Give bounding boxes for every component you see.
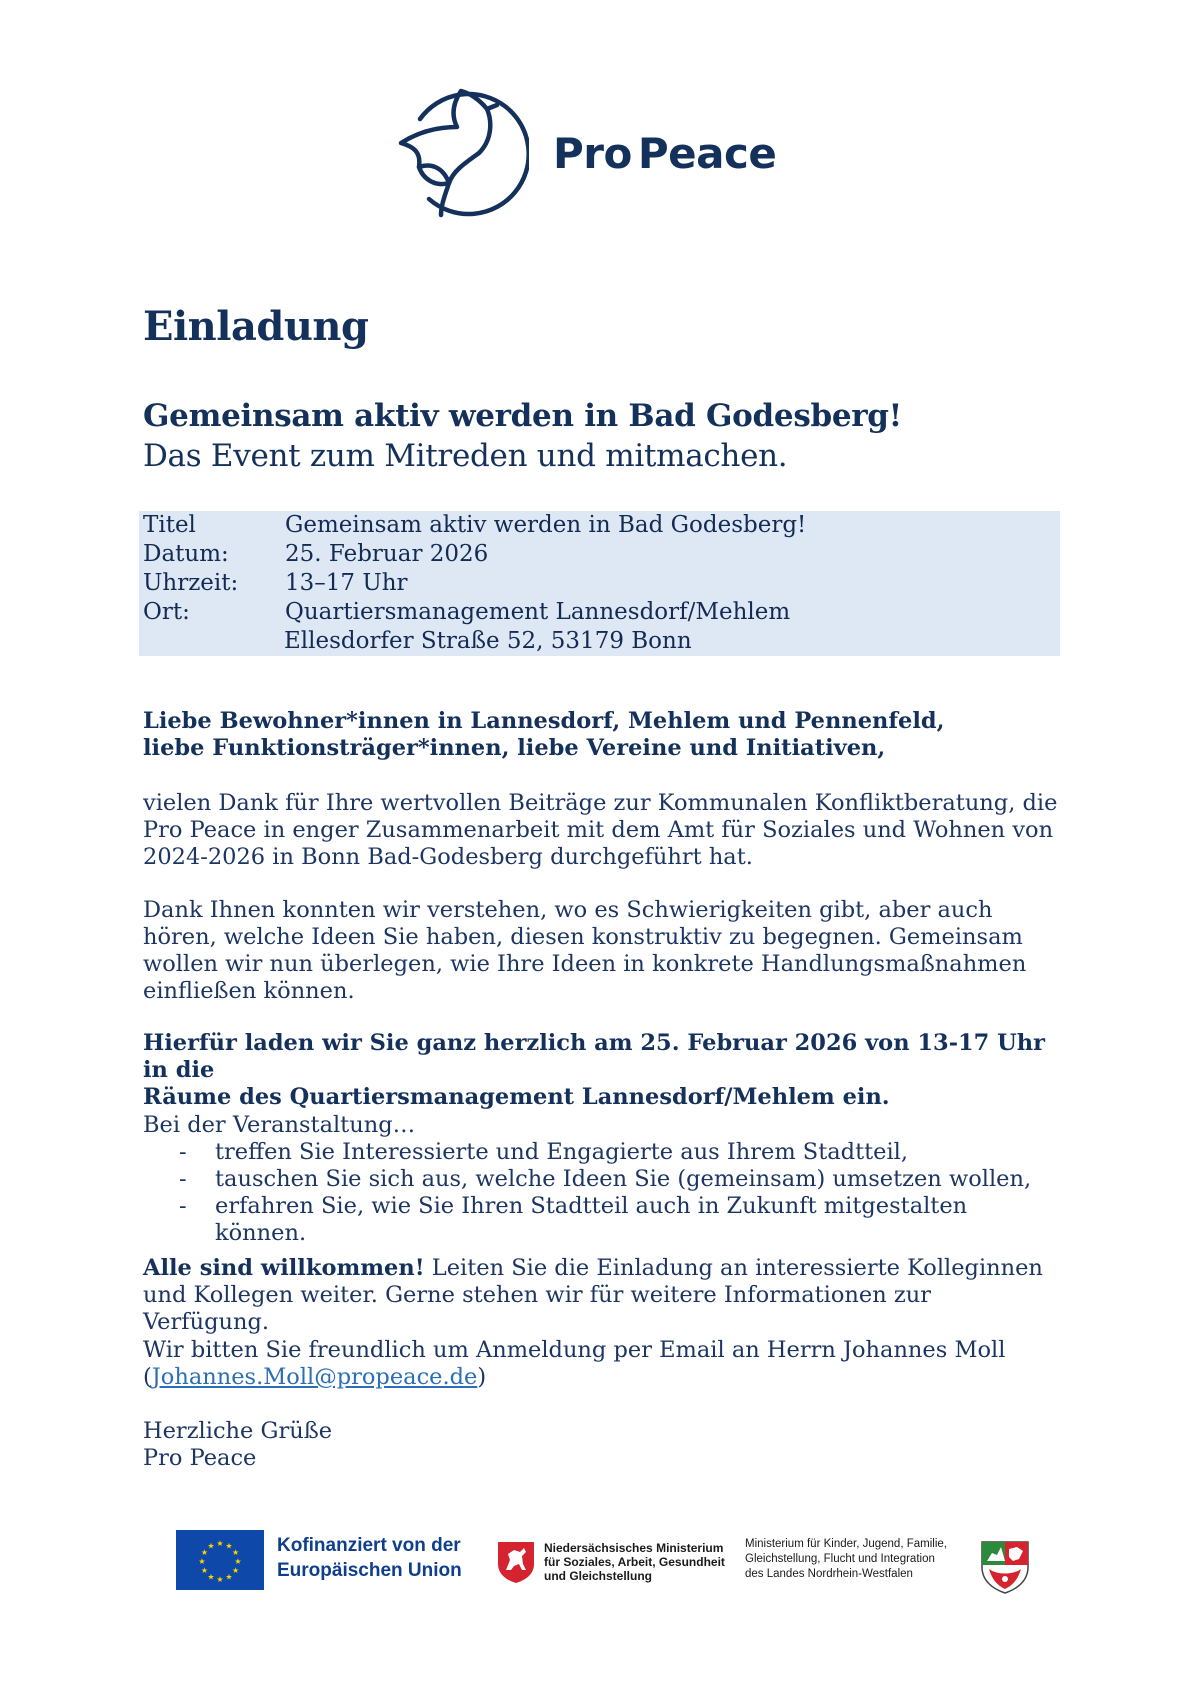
svg-text:★: ★ [225,1572,233,1582]
nrw-crest-icon [979,1539,1031,1595]
info-value: 25. Februar 2026 [285,541,489,567]
ministry-label-line: Ministerium für Kinder, Jugend, Familie, [745,1538,947,1550]
text-line: Wir bitten Sie freundlich um Anmeldung per Email an Herrn Johannes Moll [143,1337,1006,1363]
svg-text:★: ★ [216,1539,224,1548]
event-subline: Das Event zum Mitreden und mitmachen. [143,438,788,474]
eu-stars-icon [176,1530,264,1590]
ministry-label-line: und Gleichstellung [544,1569,653,1583]
greeting-line: Liebe Bewohner*innen in Lannesdorf, Mehlem und Pennenfeld, [143,708,945,734]
text-line: 2024-2026 in Bonn Bad-Godesberg durchgeführt hat. [143,844,753,870]
info-value: 13–17 Uhr [285,570,408,596]
bullet-dash: - [179,1193,187,1219]
list-item [143,1166,1063,1193]
closing [143,1418,1063,1472]
text-line [143,1255,1063,1282]
svg-text:★: ★ [225,1541,233,1551]
svg-text:★: ★ [200,1566,208,1575]
funding-footer [0,1530,1190,1600]
svg-text:★: ★ [234,1557,242,1566]
pro-peace-logo [393,83,776,223]
list-item [143,1193,1063,1247]
svg-text:★: ★ [207,1572,215,1582]
greeting-line: liebe Funktionsträger*innen, liebe Vereine und Initiativen, [143,735,886,761]
text-line: einfließen können. [143,978,355,1004]
text-line [143,1364,1063,1391]
svg-text:★: ★ [207,1541,215,1551]
eu-label-line: Europäischen Union [277,1560,462,1581]
paragraph-understanding [143,897,1063,1005]
paragraph-thanks [143,790,1063,871]
brand-name-part1: Pro [553,128,632,178]
email-link[interactable]: Johannes.Moll@propeace.de [151,1364,478,1390]
event-headline: Gemeinsam aktiv werden in Bad Godesberg! [143,398,902,434]
bullet-list [143,1139,1063,1247]
list-item [143,1139,1063,1166]
info-row-time [139,569,1060,598]
info-label: Datum: [143,541,229,567]
welcome-text: Leiten Sie die Einladung an interessierte Kolleginnen [424,1255,1043,1281]
info-value: Gemeinsam aktiv werden in Bad Godesberg! [285,512,807,538]
welcome-emphasis: Alle sind willkommen! [143,1255,425,1281]
page-title: Einladung [143,303,369,350]
greeting [143,708,1063,762]
text-line: hören, welche Ideen Sie haben, diesen konstruktiv zu begegnen. Gemeinsam [143,924,1023,950]
info-label: Ort: [143,599,190,625]
list-item-text: treffen Sie Interessierte und Engagierte aus Ihrem Stadtteil, [215,1139,909,1165]
paragraph-welcome [143,1255,1063,1336]
text-line: Hierfür laden wir Sie ganz herzlich am 25. Februar 2026 von 13-17 Uhr in die [143,1030,1046,1083]
paren-close: ) [477,1364,487,1390]
text-line: und Kollegen weiter. Gerne stehen wir für weitere Informationen zur Verfügung. [143,1282,931,1335]
info-address: Ellesdorfer Straße 52, 53179 Bonn [284,628,692,654]
text-line: vielen Dank für Ihre wertvollen Beiträge zur Kommunalen Konfliktberatung, die [143,790,1058,816]
closing-signature: Pro Peace [143,1445,257,1471]
eu-funding-label [277,1533,462,1583]
brand-wordmark [553,129,776,178]
bullet-dash: - [179,1139,187,1165]
event-info-table [139,511,1060,656]
nrw-ministry-label [745,1537,947,1582]
paragraph-registration [143,1337,1063,1391]
info-label: Uhrzeit: [143,570,239,596]
svg-text:★: ★ [198,1557,206,1566]
svg-text:★: ★ [200,1548,208,1557]
closing-line: Herzliche Grüße [143,1418,333,1444]
brand-name-part2: Peace [637,128,777,178]
ministry-label-line: für Soziales, Arbeit, Gesundheit [544,1555,725,1569]
text-line: Bei der Veranstaltung… [143,1112,416,1138]
ministry-label-line: Niedersächsisches Ministerium [544,1541,724,1555]
eu-flag-icon [176,1530,264,1590]
paragraph-event-details [143,1112,1063,1247]
svg-text:★: ★ [232,1548,240,1557]
text-line: Räume des Quartiersmanagement Lannesdorf/Mehlem ein. [143,1084,890,1110]
niedersachsen-crest-icon [496,1540,536,1584]
text-line: Pro Peace in enger Zusammenarbeit mit dem Amt für Soziales und Wohnen von [143,817,1054,843]
info-row-date [139,540,1060,569]
info-row-title [139,511,1060,540]
svg-text:★: ★ [216,1575,224,1584]
text-line: wollen wir nun überlegen, wie Ihre Ideen in konkrete Handlungsmaßnahmen [143,951,1027,977]
text-line: Dank Ihnen konnten wir verstehen, wo es Schwierigkeiten gibt, aber auch [143,897,993,923]
dove-circle-icon [393,83,529,223]
eu-label-line: Kofinanziert von der [277,1535,461,1556]
paren-open: ( [143,1364,152,1390]
svg-text:★: ★ [232,1566,240,1575]
ministry-label-line: Gleichstellung, Flucht und Integration [745,1553,935,1565]
info-row-location [139,598,1060,627]
info-label: Titel [143,512,196,538]
niedersachsen-ministry-label [544,1541,725,1583]
list-item-text: erfahren Sie, wie Sie Ihren Stadtteil auch in Zukunft mitgestalten können. [215,1193,968,1246]
info-value: Quartiersmanagement Lannesdorf/Mehlem [285,599,791,625]
bullet-dash: - [179,1166,187,1192]
list-item-text: tauschen Sie sich aus, welche Ideen Sie (gemeinsam) umsetzen wollen, [215,1166,1032,1192]
paragraph-invitation [143,1030,1063,1111]
ministry-label-line: des Landes Nordrhein-Westfalen [745,1568,913,1580]
